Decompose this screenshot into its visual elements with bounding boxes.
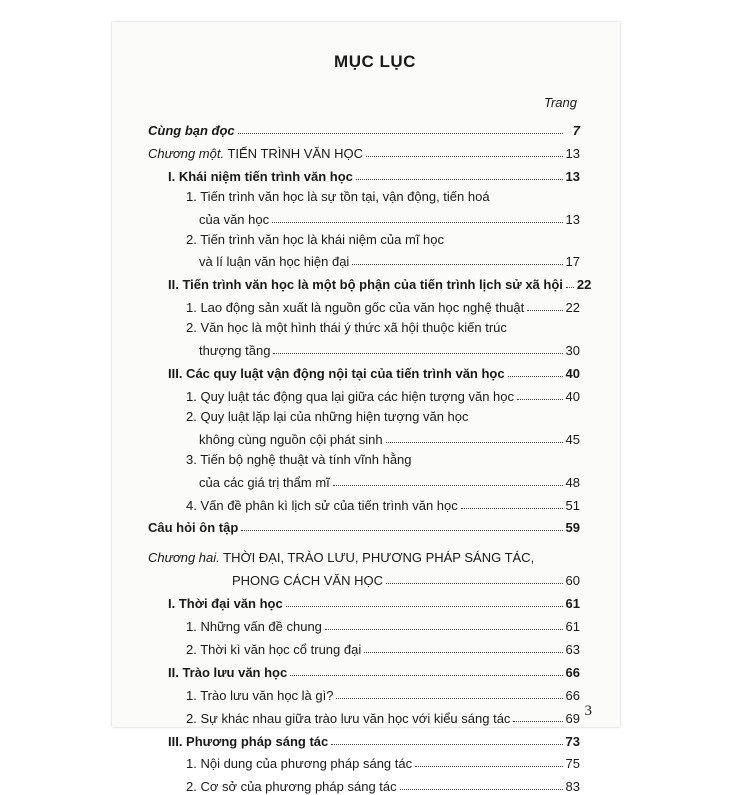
toc-subsection-entry: 1. Những vấn đề chung 61: [186, 619, 580, 635]
toc-subsection-entry: 2. Cơ sở của phương pháp sáng tác 83: [186, 779, 580, 795]
toc-subsection-entry: 2. Tiến trình văn học là khái niệm của mĩ học: [186, 231, 444, 247]
chapter-label: [148, 146, 363, 161]
toc-section-entry: III. Phương pháp sáng tác 73: [168, 733, 580, 749]
toc-section-entry: I. Thời đại văn học 61: [168, 596, 580, 612]
toc-subsection-continuation: của văn học 13: [199, 211, 580, 227]
toc-subsection-entry: 1. Tiến trình văn học là sự tồn tại, vận động, tiến hoá: [186, 188, 490, 204]
toc-section-entry: II. Tiến trình văn học là một bộ phận của tiến trình lịch sử xã hội 22: [168, 277, 592, 293]
toc-subsection-continuation: và lí luận văn học hiện đại 17: [199, 254, 580, 270]
toc-review-entry: Câu hỏi ôn tập 59: [148, 520, 580, 536]
toc-chapter-continuation: PHONG CÁCH VĂN HỌC 60: [232, 573, 580, 589]
toc-section-entry: I. Khái niệm tiến trình văn học 13: [168, 168, 580, 184]
toc-subsection-entry: 1. Nội dung của phương pháp sáng tác 75: [186, 756, 580, 772]
spacer: [148, 536, 580, 546]
toc-subsection-continuation: của các giá trị thẩm mĩ 48: [199, 474, 580, 490]
toc-chapter-entry: [148, 546, 580, 566]
toc-subsection-entry: 1. Trào lưu văn học là gì? 66: [186, 687, 580, 703]
toc-subsection-entry: 2. Thời kì văn học cổ trung đại 63: [186, 642, 580, 658]
toc-subsection-entry: 2. Quy luật lặp lại của những hiện tượng văn học: [186, 408, 469, 424]
chapter-prefix: Chương hai.: [148, 550, 220, 566]
table-of-contents: [148, 116, 592, 795]
toc-subsection-entry: 1. Lao động sản xuất là nguồn gốc của văn học nghệ thuật 22: [186, 300, 580, 316]
toc-subsection-entry: 1. Quy luật tác động qua lại giữa các hiện tượng văn học 40: [186, 388, 580, 404]
page-column-label: Trang: [544, 95, 577, 110]
chapter-two-heading: [148, 550, 534, 565]
toc-subsection-entry: 4. Vấn đề phân kì lịch sử của tiến trình văn học 51: [186, 497, 580, 513]
chapter-prefix: Chương một.: [148, 145, 225, 161]
toc-chapter-entry: Chương một. TIẾN TRÌNH VĂN HỌC 13: [148, 145, 580, 161]
toc-subsection-continuation: thượng tầng 30: [199, 343, 580, 359]
chapter-title: THỜI ĐẠI, TRÀO LƯU, PHƯƠNG PHÁP SÁNG TÁC,: [219, 550, 535, 566]
toc-section-entry: II. Trào lưu văn học 66: [168, 664, 580, 680]
toc-subsection-entry: 2. Sự khác nhau giữa trào lưu văn học với kiểu sáng tác 69: [186, 710, 580, 726]
toc-subsection-continuation: không cùng nguồn cội phát sinh 45: [199, 431, 580, 447]
page-number: 3: [584, 703, 592, 719]
page-title: MỤC LỤC: [334, 52, 416, 71]
toc-section-entry: III. Các quy luật vận động nội tại của tiến trình văn học 40: [168, 366, 580, 382]
toc-entry: Cùng bạn đọc 7: [148, 122, 580, 138]
toc-subsection-entry: 3. Tiến bộ nghệ thuật và tính vĩnh hằng: [186, 451, 412, 467]
toc-subsection-entry: 2. Văn học là một hình thái ý thức xã hội thuộc kiến trúc: [186, 320, 507, 336]
chapter-title: TIẾN TRÌNH VĂN HỌC: [224, 145, 364, 161]
